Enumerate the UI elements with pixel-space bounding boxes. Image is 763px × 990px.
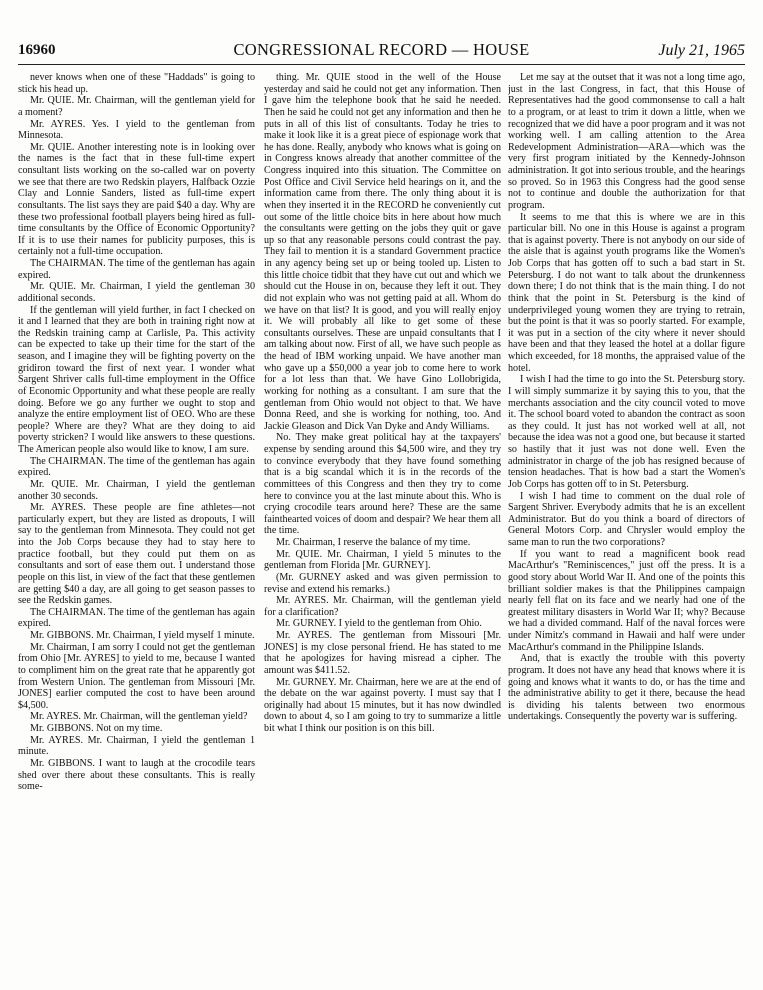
paragraph: Mr. AYRES. These people are fine athletes—not particularly expert, but they are listed as dropouts, I will say to the gentleman from Minnesota. They could not get into the Job Corps because they had to stay here to practice football, but they could put them on as consultants and sort of ease them out. I understand those people on this list, in view of the fact that these gentlemen are getting $40 a day, are all going to get season passes to see the Redskin games. xyxy=(18,502,255,607)
page-header xyxy=(18,40,745,65)
paragraph: Mr. GIBBONS. Not on my time. xyxy=(30,723,163,734)
text-column-3 xyxy=(508,72,745,980)
paragraph: Mr. QUIE. Mr. Chairman, I yield the gentleman 30 additional seconds. xyxy=(18,281,255,304)
paragraph: And, that is exactly the trouble with this poverty program. It does not have any head that knows where it is going and knows what it wants to do, or has the time and the administrative ability to get it there, because the head is dividing his talents between two enormous undertakings. Consequently the poverty war is suffering. xyxy=(508,653,745,723)
paragraph: (Mr. GURNEY asked and was given permission to revise and extend his remarks.) xyxy=(264,571,501,595)
paragraph: I wish I had time to comment on the dual role of Sargent Shriver. Everybody admits that he is an excellent Administrator. But do you think a board of directors of General Motors Corp. and Chrysler would employ the same man to run the two corporations? xyxy=(508,490,745,548)
paragraph: No. They make great political hay at the taxpayers' expense by sending around this $4,500 wire, and they try to convince everybody that they have found something that is a big scandal which it is in the records of the committees of this Congress and then they try to come here to convince you at the last minute about this. Who is crying crocodile tears around here? These are the same fainthearted voices of doom and despair? We hear them all the time. xyxy=(264,432,501,537)
paragraph: Mr. QUIE. Mr. Chairman, I yield the gentleman another 30 seconds. xyxy=(18,478,255,502)
publication-date: July 21, 1965 xyxy=(658,42,745,59)
paragraph: It seems to me that this is where we are in this particular bill. No one in this House is against a program that is against poverty. There is not anybody on our side of the aisle that is against youth programs like the Women's Job Corps that has gotten off to such a bad start in St. Petersburg. I do not want to talk about the drunkenness down there; I do not think that is the main thing. I do not think that the point in St. Petersburg is the kind of underprivileged young women they are trying to retrain, but the point is that it was so poorly started. For example, it was put in a section of the city where it never should have been and that they leased the hotel at a dollar figure which exceeded, for 18 months, the appraised value of the hotel. xyxy=(508,211,745,374)
text-column-2 xyxy=(264,72,501,980)
paragraph: Mr. AYRES. The gentleman from Missouri [Mr. JONES] is my close personal friend. He has stated to me that he apologizes for having misread a cipher. The amount was $411.52. xyxy=(264,630,501,676)
paragraph: Mr. GIBBONS. I want to laugh at the crocodile tears shed over there about these consultants. This is really some- xyxy=(18,757,255,793)
paragraph: The CHAIRMAN. The time of the gentleman has again expired. xyxy=(18,258,255,281)
text-column-1 xyxy=(18,72,255,980)
paragraph: The CHAIRMAN. The time of the gentleman has again expired. xyxy=(18,606,255,630)
paragraph: Mr. GURNEY. Mr. Chairman, here we are at the end of the debate on the war against poverty. I must say that I originally had about 15 minutes, but it has now dwindled down to about 4, so I am going to try to summarize a little bit what I think our position is on this bill. xyxy=(264,676,501,734)
paragraph: Mr. Chairman, I reserve the balance of my time. xyxy=(276,537,471,548)
paragraph: thing. Mr. QUIE stood in the well of the House yesterday and said he could not get any information. Then I gave him the telephone book that he said he needed. Then he said he could not get any information and then he puts in all of this list of consultants. Today he tries to make it look like it is a great piece of espionage work that he has done. Really, anybody who knows what is going on in Congress knows already that another committee of the Congress inquired into this situation. The Committee on Post Office and Civil Service held hearings on it, and the information came from there. The only thing about it is when they inserted it in the RECORD he conveniently cut out some of the little choice bits in here about how much the consultants were getting on the jobs they quit or gave up so that any reasonable persons could contrast the pay. They fail to mention it is a standard Government practice in any agency being set up or being tooled up. Listen to this little choice tidbit that they have cut out and which we should cut the House in on, because they left it out. They did not explain who was not getting paid at all. Whom do we have on that list? It is good, and you will really enjoy it. We will probably all like to get some of these consultants ourselves. These are unpaid consultants that I am talking about now. First of all, we have such people as the head of IBM working unpaid. We have another man who gave up a $50,000 a year job to come here to work for a lot less than that. We have Gino Lollobrigida, working for nothing as a consultant. I am sure that the gentleman from Ohio would not object to that. We have Donna Reed, and she is working for nothing, too. And Jackie Gleason and Dick Van Dyke and Andy Williams. xyxy=(264,72,501,432)
paragraph: Mr. GURNEY. I yield to the gentleman from Ohio. xyxy=(276,618,482,630)
paragraph: The CHAIRMAN. The time of the gentleman has again expired. xyxy=(18,455,255,479)
paragraph: never knows when one of these "Haddads" is going to stick his head up. xyxy=(18,72,255,95)
paragraph: Mr. QUIE. Mr. Chairman, will the gentleman yield for a moment? xyxy=(18,95,255,118)
publication-title: CONGRESSIONAL RECORD — HOUSE xyxy=(233,40,530,59)
paragraph: Mr. Chairman, I am sorry I could not get the gentleman from Ohio [Mr. AYRES] to yield to me, because I wanted to compliment him on the great rate that he apparently got from Western Union. The gentleman from Missouri [Mr. JONES] earlier computed the cost to have been around $4,500. xyxy=(18,641,255,711)
paragraph: Mr. AYRES. Mr. Chairman, I yield the gentleman 1 minute. xyxy=(18,734,255,758)
paragraph: Let me say at the outset that it was not a long time ago, just in the last Congress, in fact, that this House of Representatives had the good commonsense to call a halt to a program, or at least to trim it down a little, when we recognized that we did have a poor program and it was not working well. I am calling attention to the Area Redevelopment Administration—ARA—which was the very first program initiated by the Kennedy-Johnson administration. It got into serious trouble, and the hearings so proved. So in 1963 this Congress had the good sense not to continue and double the authorization for that program. xyxy=(508,72,745,211)
paragraph: If the gentleman will yield further, in fact I checked on it and I learned that they are both in training right now at the Redskin training camp at Carlisle, Pa. This activity can be expected to take up their time for the start of the season, and I imagine they will be fighting poverty on the gridiron toward the first of next year. I wonder what Sargent Shriver calls full-time employment in the Office of Economic Opportunity and what these people are really doing. Before we go any further we ought to stop and analyze the entire employment list of OEO. Who are these people? Where are they? What are they doing to aid poverty stricken? I would like answers to these questions. The American people also would like to know, I am sure. xyxy=(18,304,255,455)
paragraph: Mr. AYRES. Mr. Chairman, will the gentleman yield? xyxy=(30,711,248,723)
page-number: 16960 xyxy=(18,42,56,58)
paragraph: If you want to read a magnificent book read MacArthur's "Reminiscences," just off the press. It is a good story about World War II. And one of the points this brilliant soldier makes is that the Philippines campaign nearly fell flat on its face and we nearly had one of the greatest military disasters in World War II; why? Because we had a divided command. Half of the naval forces were under Nimitz's command in Hawaii and half were under MacArthur's command in the Philippine Islands. xyxy=(508,548,745,653)
paragraph: Mr. GIBBONS. Mr. Chairman, I yield myself 1 minute. xyxy=(30,630,255,641)
paragraph: Mr. AYRES. Yes. I yield to the gentleman from Minnesota. xyxy=(18,118,255,142)
paragraph: I wish I had the time to go into the St. Petersburg story. I will simply summarize it by saying this to you, that the merchants association and the city council voted to move it. The school board voted to abandon the contract as soon as they could. It just has not worked well at all, not because the idea was not a good one, but because it started so hastily that it just was not done well. Even the administrator in charge of the job has resigned because of tension headaches. That is how bad a start the Women's Job Corps has gotten off to in St. Petersburg. xyxy=(508,374,745,490)
paragraph: Mr. QUIE. Another interesting note is in looking over the names is the fact that in these full-time expert consultant lists working on the so-called war on poverty we see that there are two Redskin players, Halfback Ozzie Clay and Lonnie Sanders, listed as full-time expert consultants. The list says they are paid $40 a day. Why are these two professional football players being hired as full-time consultants by the Office of Economic Opportunity? If it is to use their names for publicity purposes, this is certainly not a full-time occupation. xyxy=(18,141,255,258)
paragraph: Mr. AYRES. Mr. Chairman, will the gentleman yield for a clarification? xyxy=(264,595,501,618)
paragraph: Mr. QUIE. Mr. Chairman, I yield 5 minutes to the gentleman from Florida [Mr. GURNEY]. xyxy=(264,548,501,572)
